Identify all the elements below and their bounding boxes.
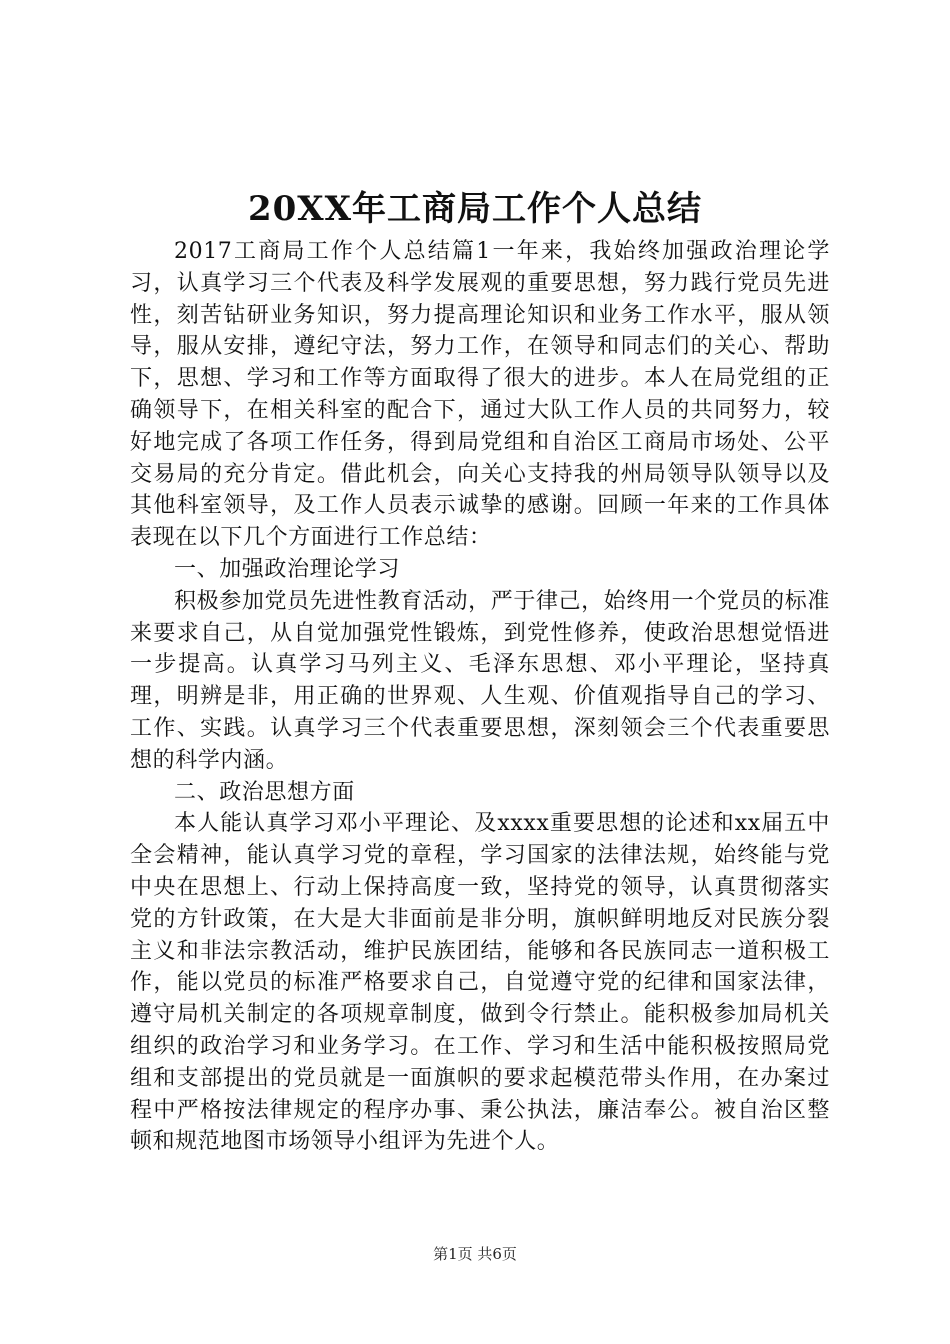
paragraph-section-1: 积极参加党员先进性教育活动，严于律己，始终用一个党员的标准来要求自己，从自觉加强党性锻炼，到党性修养，使政治思想觉悟进一步提高。认真学习马列主义、毛泽东思想、邓小平理论，坚持真理，明辨是非，用正确的世界观、人生观、价值观指导自己的学习、工作、实践。认真学习三个代表重要思想，深刻领会三个代表重要思想的科学内涵。 — [130, 588, 830, 773]
document-body — [130, 236, 830, 1158]
document-title: 20XX年工商局工作个人总结 — [247, 189, 703, 229]
paragraph-section-2: 本人能认真学习邓小平理论、及xxxx重要思想的论述和xx届五中全会精神，能认真学习党的章程，学习国家的法律法规，始终能与党中央在思想上、行动上保持高度一致，坚持党的领导，认真贯彻落实党的方针政策，在大是大非面前是非分明，旗帜鲜明地反对民族分裂主义和非法宗教活动，维护民族团结，能够和各民族同志一道积极工作，能以党员的标准严格要求自己，自觉遵守党的纪律和国家法律，遵守局机关制定的各项规章制度，做到令行禁止。能积极参加局机关组织的政治学习和业务学习。在工作、学习和生活中能积极按照局党组和支部提出的党员就是一面旗帜的要求起模范带头作用，在办案过程中严格按法律规定的程序办事、秉公执法，廉洁奉公。被自治区整顿和规范地图市场领导小组评为先进个人。 — [130, 811, 830, 1155]
section-heading-1: 一、加强政治理论学习 — [174, 556, 401, 582]
section-heading-2: 二、政治思想方面 — [174, 779, 355, 805]
paragraph-intro: 2017工商局工作个人总结篇1一年来，我始终加强政治理论学习，认真学习三个代表及科学发展观的重要思想，努力践行党员先进性，刻苦钻研业务知识，努力提高理论知识和业务工作水平，服从领导，服从安排，遵纪守法，努力工作，在领导和同志们的关心、帮助下，思想、学习和工作等方面取得了很大的进步。本人在局党组的正确领导下，在相关科室的配合下，通过大队工作人员的共同努力，较好地完成了各项工作任务，得到局党组和自治区工商局市场处、公平交易局的充分肯定。借此机会，向关心支持我的州局领导队领导以及其他科室领导，及工作人员表示诚挚的感谢。回顾一年来的工作具体表现在以下几个方面进行工作总结： — [130, 239, 830, 551]
page-number-footer: 第1页 共6页 — [433, 1245, 517, 1263]
